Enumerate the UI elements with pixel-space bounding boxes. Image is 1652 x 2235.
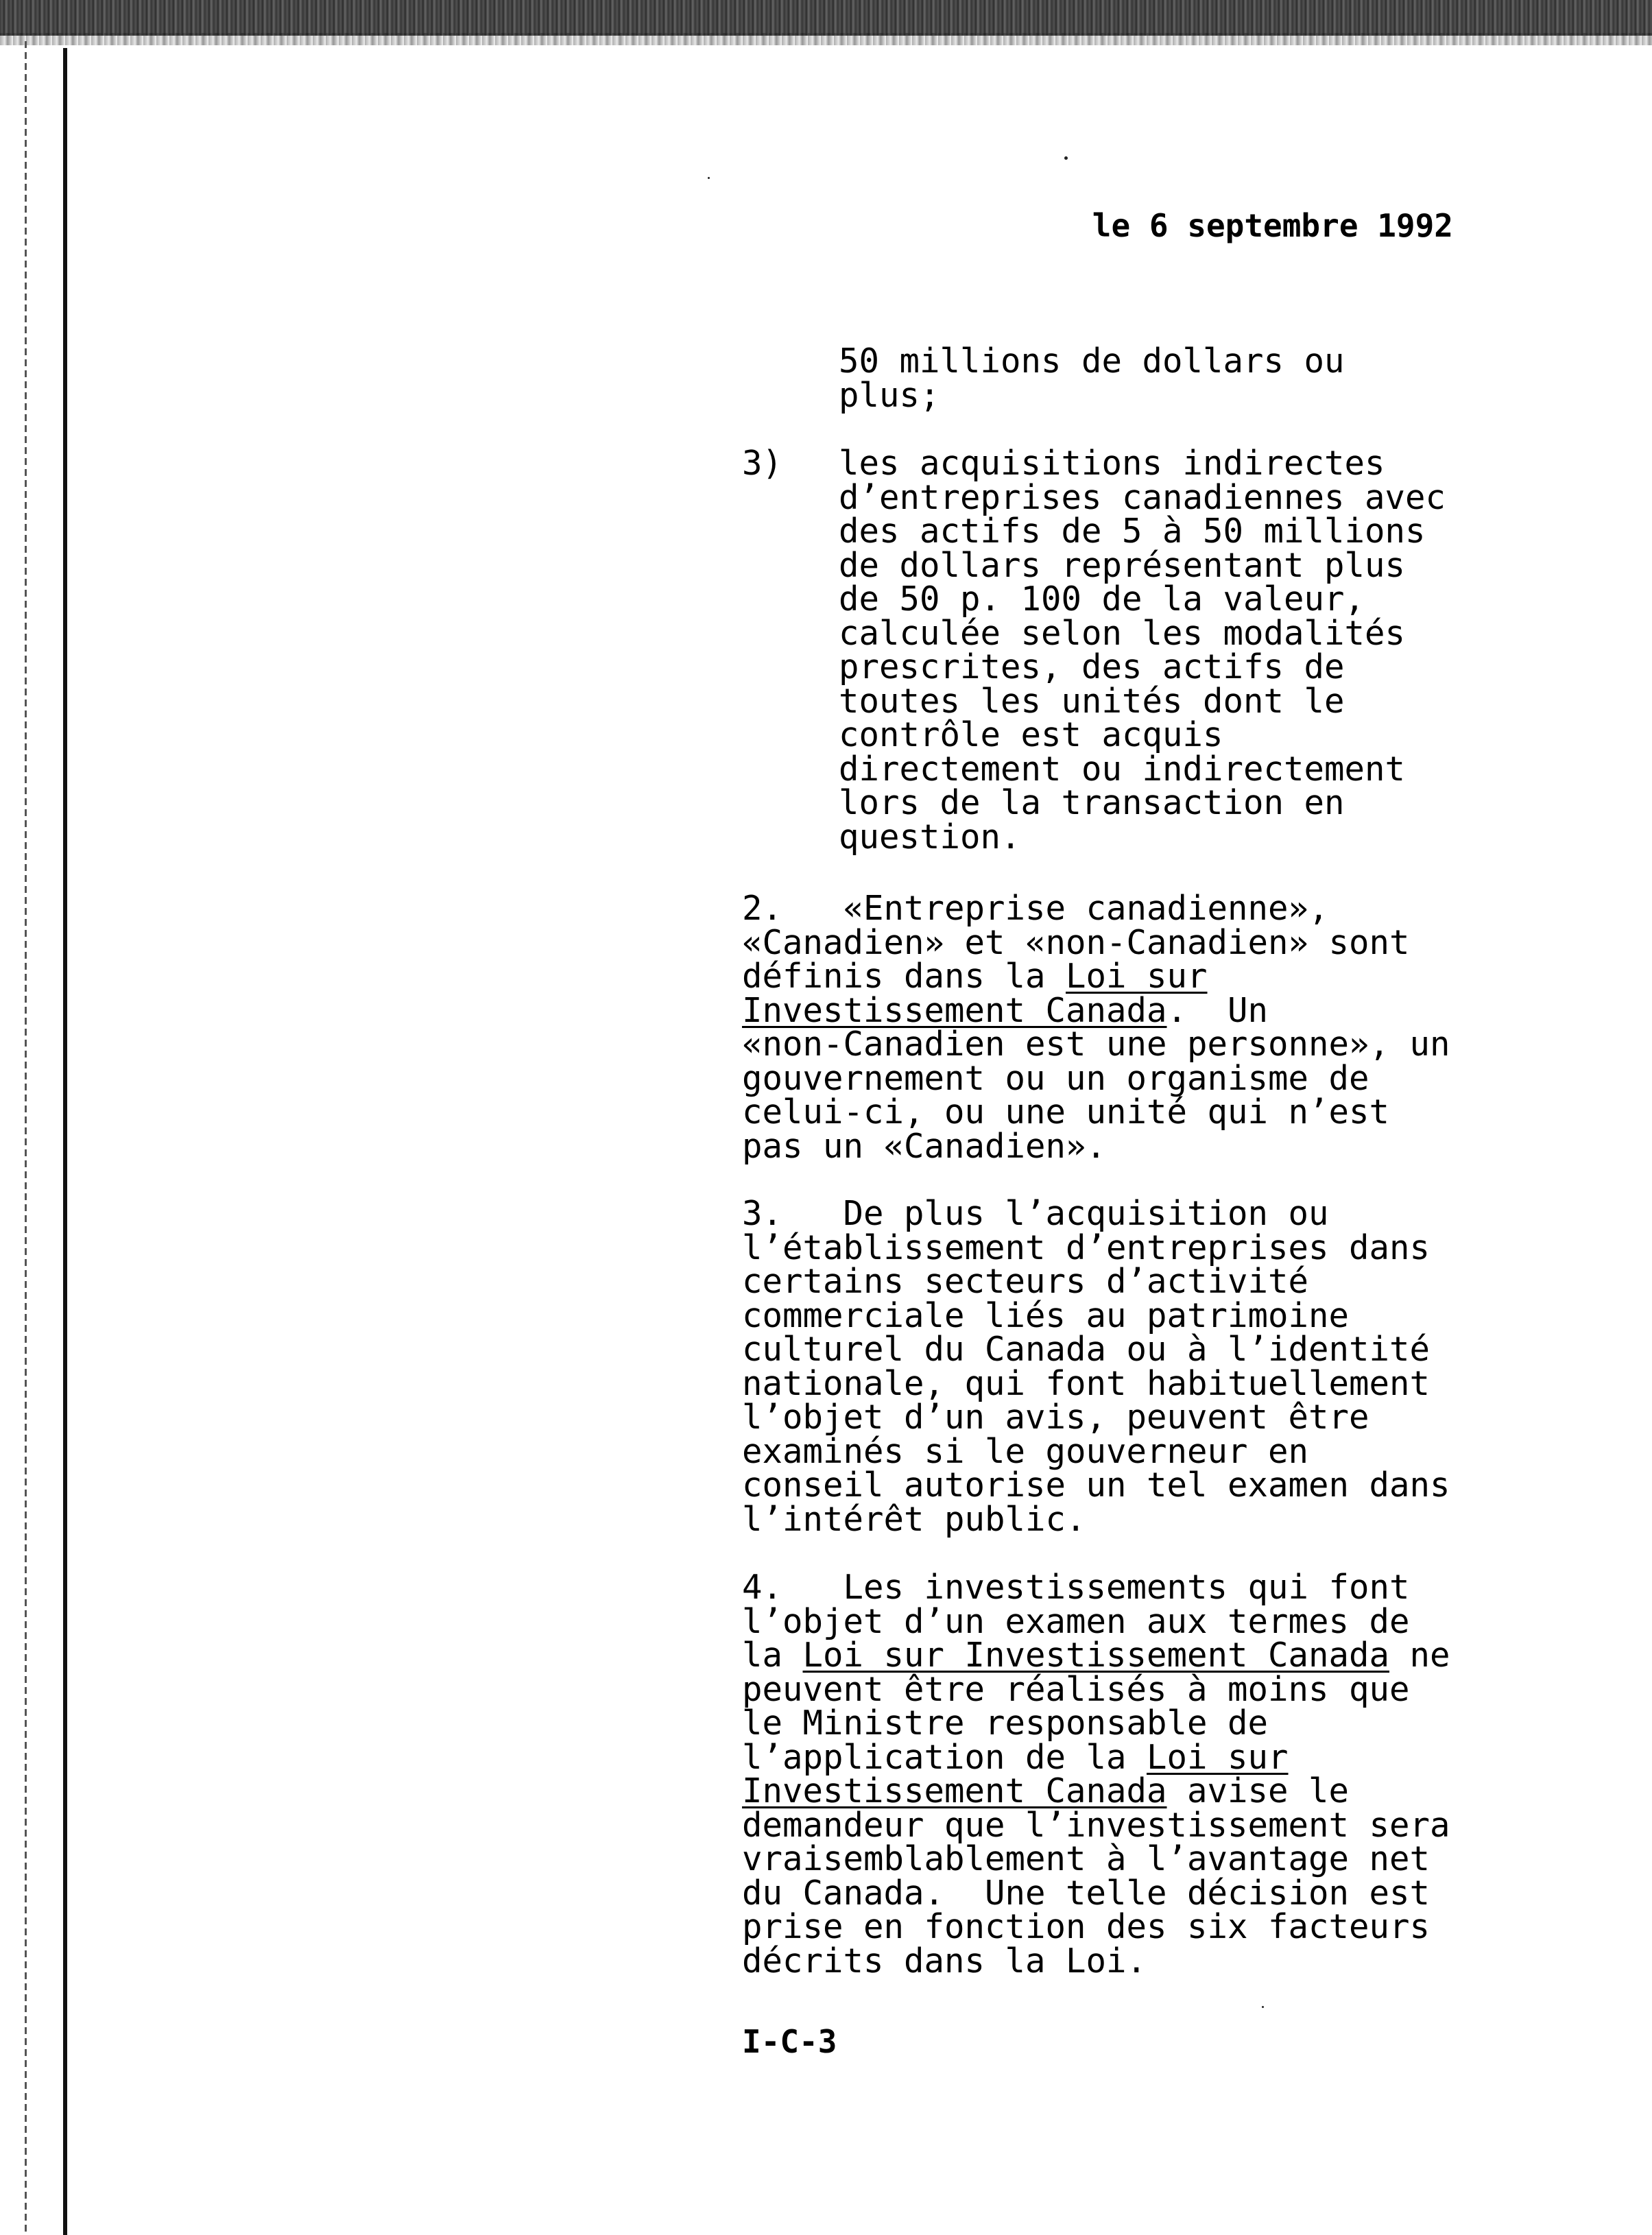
text-segment: . Un (1166, 990, 1269, 1030)
scan-speck (1262, 2006, 1264, 2008)
text-line (742, 1737, 1450, 1777)
text-line: «Canadien» et «non-Canadien» sont (742, 922, 1410, 962)
text-line: certains secteurs d’activité (742, 1262, 1309, 1301)
text-line: demandeur que l’investissement sera (742, 1805, 1450, 1845)
text-line: l’établissement d’entreprises dans (742, 1228, 1430, 1267)
text-line: décrits dans la Loi. (742, 1941, 1147, 1981)
scan-speck (708, 177, 710, 179)
text-line: du Canada. Une telle décision est (742, 1873, 1430, 1913)
text-line: les acquisitions indirectes (839, 444, 1385, 483)
text-line: celui-ci, ou une unité qui n’est (742, 1092, 1390, 1132)
text-line: vraisemblablement à l’avantage net (742, 1839, 1430, 1878)
text-line: l’objet d’un examen aux termes de (742, 1601, 1410, 1641)
text-line: peuvent être réalisés à moins que (742, 1669, 1410, 1709)
law-title-reference: Loi sur (1147, 1737, 1289, 1777)
text-line: examinés si le gouverneur en (742, 1431, 1309, 1471)
text-segment: ne (1389, 1636, 1450, 1675)
text-line: pas un «Canadien». (742, 1126, 1107, 1166)
text-line (742, 1638, 1450, 1673)
paragraph-3 (742, 1194, 1450, 1539)
text-line: l’intérêt public. (742, 1499, 1086, 1539)
law-title-reference: Loi sur Investissement Canada (802, 1636, 1390, 1675)
text-line: prise en fonction des six facteurs (742, 1907, 1430, 1946)
list-item-text (839, 444, 1446, 857)
text-line: calculée selon les modalités (839, 613, 1406, 653)
text-line: de 50 p. 100 de la valeur, (839, 579, 1365, 619)
text-segment: définis dans la (742, 957, 1066, 996)
text-line: directement ou indirectement (839, 749, 1406, 789)
text-line: 2. «Entreprise canadienne», (742, 889, 1329, 928)
text-line: culturel du Canada ou à l’identité (742, 1330, 1430, 1369)
paragraph-2 (742, 889, 1450, 1166)
binding-edge-line (63, 48, 67, 2235)
text-line: l’objet d’un avis, peuvent être (742, 1398, 1369, 1437)
binding-edge-dashes (25, 41, 27, 2235)
text-line: le Ministre responsable de (742, 1704, 1269, 1743)
document-date: le 6 septembre 1992 (1092, 207, 1453, 244)
text-line: commerciale liés au patrimoine (742, 1295, 1350, 1335)
text-line: d’entreprises canadiennes avec (839, 477, 1446, 517)
scan-speck (1064, 156, 1068, 160)
text-segment: la (742, 1636, 803, 1675)
text-line: question. (839, 817, 1021, 857)
text-line: de dollars représentant plus (839, 545, 1406, 585)
paragraph-4 (742, 1568, 1450, 1981)
law-title-reference: Investissement Canada (742, 1771, 1167, 1810)
text-line: toutes les unités dont le (839, 681, 1345, 721)
text-line (742, 990, 1450, 1030)
text-line: «non-Canadien est une personne», un (742, 1025, 1450, 1064)
text-line (742, 959, 1450, 994)
list-item-number: 3) (742, 444, 783, 483)
text-line: contrôle est acquis (839, 715, 1223, 754)
continuation-text (839, 342, 1345, 415)
text-line: des actifs de 5 à 50 millions (839, 512, 1426, 551)
law-title-reference: Investissement Canada (742, 990, 1167, 1030)
text-segment: avise le (1166, 1771, 1350, 1810)
text-line: plus; (839, 375, 940, 415)
text-line: prescrites, des actifs de (839, 647, 1345, 686)
text-line: gouvernement ou un organisme de (742, 1058, 1369, 1098)
text-line: nationale, qui font habituellement (742, 1363, 1430, 1403)
text-segment: l’application de la (742, 1737, 1147, 1777)
text-line (742, 1771, 1450, 1810)
page-code: I-C-3 (742, 2023, 837, 2060)
text-line: 4. Les investissements qui font (742, 1568, 1410, 1607)
text-line: conseil autorise un tel examen dans (742, 1466, 1450, 1505)
text-line: 3. De plus l’acquisition ou (742, 1194, 1329, 1233)
law-title-reference: Loi sur (1066, 957, 1208, 996)
scan-top-edge (0, 0, 1652, 36)
text-line: lors de la transaction en (839, 783, 1345, 822)
text-line: 50 millions de dollars ou (839, 342, 1345, 381)
